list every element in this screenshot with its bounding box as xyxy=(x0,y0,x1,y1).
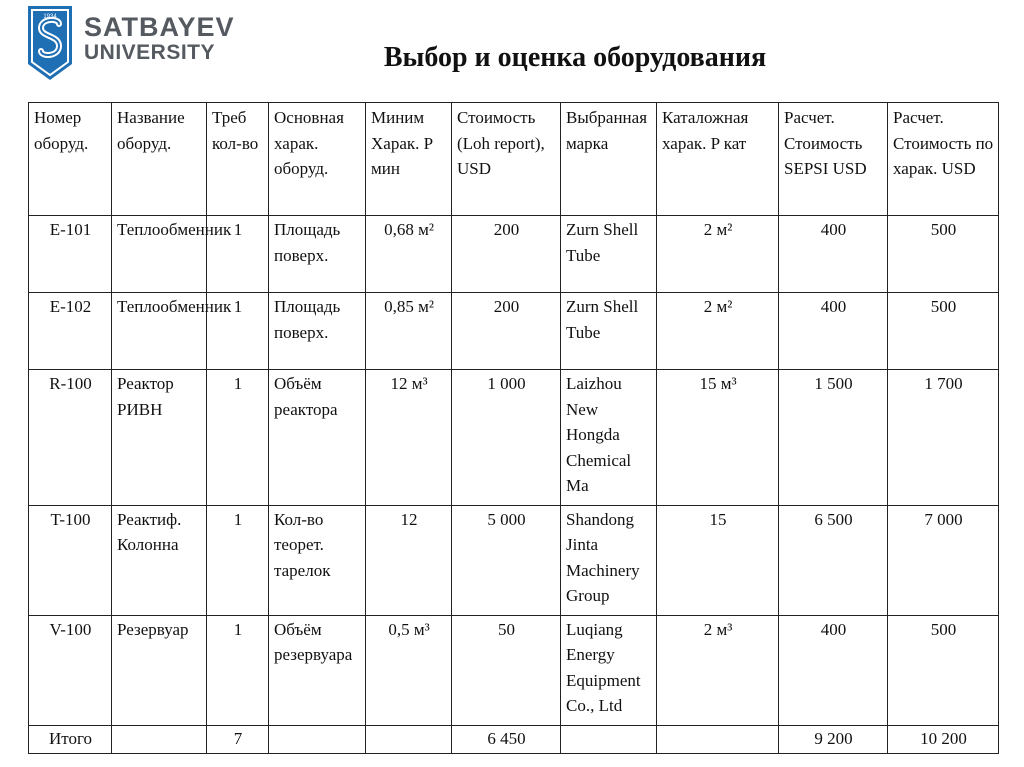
table-cell: Кол-во теорет. тарелок xyxy=(269,505,366,615)
table-cell: 0,85 м² xyxy=(366,293,452,370)
total-cost-char: 10 200 xyxy=(888,725,999,754)
table-cell: 1 xyxy=(207,216,269,293)
university-name-line1: SATBAYEV xyxy=(84,12,235,42)
table-cell: Реактиф. Колонна xyxy=(112,505,207,615)
column-header: Расчет. Стоимость SEPSI USD xyxy=(779,103,888,216)
table-cell: 500 xyxy=(888,216,999,293)
page-title: Выбор и оценка оборудования xyxy=(383,42,767,73)
table-cell: Zurn Shell Tube xyxy=(561,216,657,293)
table-cell: 7 000 xyxy=(888,505,999,615)
table-cell: Площадь поверх. xyxy=(269,293,366,370)
table-cell: E-101 xyxy=(29,216,112,293)
table-cell: 400 xyxy=(779,216,888,293)
university-name-line2: UNIVERSITY xyxy=(84,41,216,64)
table-cell: 2 м³ xyxy=(657,615,779,725)
table-cell: 0,68 м² xyxy=(366,216,452,293)
column-header: Миним Харак. P мин xyxy=(366,103,452,216)
table-cell: Объём реактора xyxy=(269,370,366,506)
table-cell: T-100 xyxy=(29,505,112,615)
table-cell: Luqiang Energy Equipment Co., Ltd xyxy=(561,615,657,725)
table-cell: V-100 xyxy=(29,615,112,725)
table-cell: 1 xyxy=(207,370,269,506)
table-cell xyxy=(657,725,779,754)
table-header-row xyxy=(29,103,999,216)
table-cell: 200 xyxy=(452,216,561,293)
table-cell xyxy=(112,725,207,754)
table-cell: Теплообменник xyxy=(112,293,207,370)
equipment-table xyxy=(28,102,999,754)
table-cell: 1 000 xyxy=(452,370,561,506)
table-cell: Shandong Jinta Machinery Group xyxy=(561,505,657,615)
total-cost-sepsi: 9 200 xyxy=(779,725,888,754)
table-cell: 12 xyxy=(366,505,452,615)
table-total-row xyxy=(29,725,999,754)
total-label: Итого xyxy=(29,725,112,754)
table-cell xyxy=(366,725,452,754)
table-cell: 500 xyxy=(888,615,999,725)
column-header: Название оборуд. xyxy=(112,103,207,216)
table-cell: 500 xyxy=(888,293,999,370)
table-cell: 1 xyxy=(207,293,269,370)
table-cell: 400 xyxy=(779,293,888,370)
emblem-year: 1934 xyxy=(43,14,57,20)
table-cell: 2 м² xyxy=(657,216,779,293)
table-cell: 50 xyxy=(452,615,561,725)
table-cell: Теплообменник xyxy=(112,216,207,293)
table-cell: Площадь поверх. xyxy=(269,216,366,293)
column-header: Расчет. Стоимость по харак. USD xyxy=(888,103,999,216)
column-header: Выбранная марка xyxy=(561,103,657,216)
column-header: Треб кол-во xyxy=(207,103,269,216)
table-cell: 0,5 м³ xyxy=(366,615,452,725)
column-header: Каталожная харак. P кат xyxy=(657,103,779,216)
table-row xyxy=(29,293,999,370)
column-header: Номер оборуд. xyxy=(29,103,112,216)
table-cell: 15 xyxy=(657,505,779,615)
table-cell: Объём резервуара xyxy=(269,615,366,725)
table-cell: 1 500 xyxy=(779,370,888,506)
table-cell: Zurn Shell Tube xyxy=(561,293,657,370)
table-row xyxy=(29,370,999,506)
total-cost-loh: 6 450 xyxy=(452,725,561,754)
table-row xyxy=(29,216,999,293)
table-cell xyxy=(269,725,366,754)
total-quantity: 7 xyxy=(207,725,269,754)
column-header: Основная харак. оборуд. xyxy=(269,103,366,216)
table-row xyxy=(29,505,999,615)
table-cell: 6 500 xyxy=(779,505,888,615)
table-cell: 2 м² xyxy=(657,293,779,370)
table-cell: 200 xyxy=(452,293,561,370)
table-cell: E-102 xyxy=(29,293,112,370)
table-cell: Реактор РИВН xyxy=(112,370,207,506)
table-cell: 1 700 xyxy=(888,370,999,506)
table-cell: Laizhou New Hongda Chemical Ma xyxy=(561,370,657,506)
column-header: Стоимость (Loh report), USD xyxy=(452,103,561,216)
table-row xyxy=(29,615,999,725)
table-cell: 5 000 xyxy=(452,505,561,615)
table-cell: R-100 xyxy=(29,370,112,506)
table-cell: 400 xyxy=(779,615,888,725)
table-cell: 15 м³ xyxy=(657,370,779,506)
table-cell: 1 xyxy=(207,615,269,725)
table-cell: 12 м³ xyxy=(366,370,452,506)
table-cell: 1 xyxy=(207,505,269,615)
table-cell xyxy=(561,725,657,754)
table-cell: Резервуар xyxy=(112,615,207,725)
